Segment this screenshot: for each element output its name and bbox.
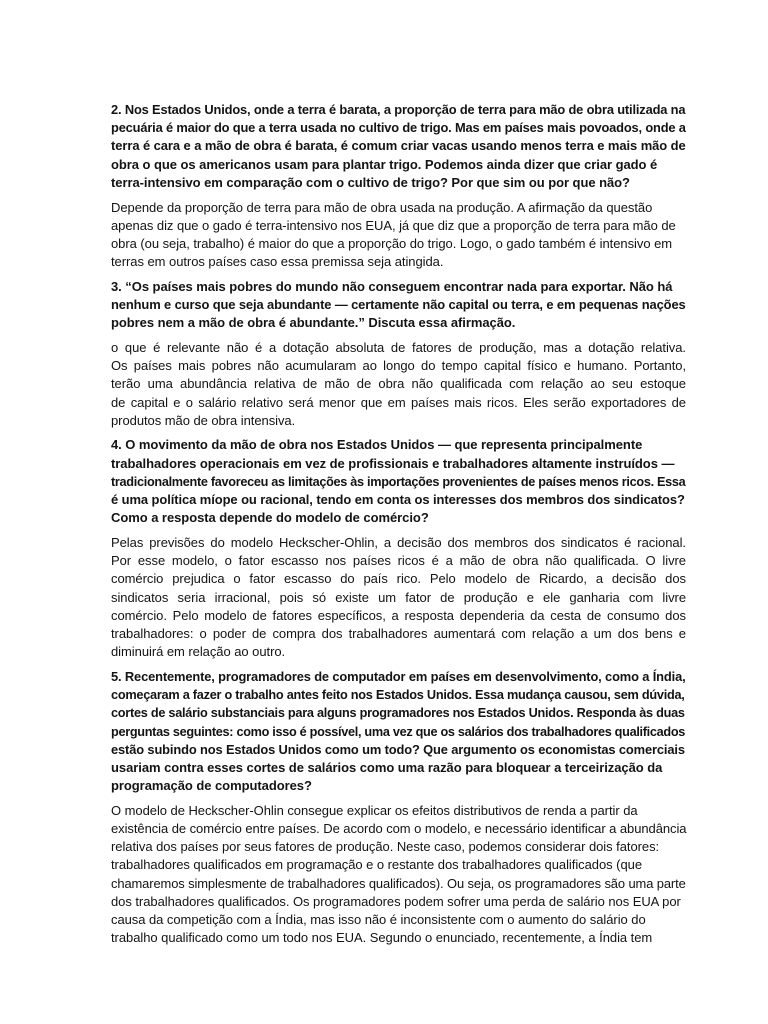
- text-line: 3. “Os países mais pobres do mundo não conseguem encontrar nada para exportar. Não há: [111, 278, 673, 294]
- text-line: trabalho qualificado como um todo nos EUA. Segundo o enunciado, recentemente, a Índia tem: [111, 930, 653, 946]
- text-line: diminuirá em relação ao outro.: [111, 644, 286, 660]
- text-line: terra é cara e a mão de obra é barata, é comum criar vacas usando menos terra e mais mão de: [111, 138, 686, 154]
- answer-4: [111, 534, 686, 661]
- question-2: [111, 101, 686, 192]
- text-line: chamaremos simplesmente de trabalhadores qualificados). Ou seja, os programadores são uma parte: [111, 875, 686, 891]
- answer-3: [111, 339, 686, 430]
- text-line: apenas diz que o gado é terra-intensivo nos EUA, já que diz que a proporção de terra para mão de: [111, 217, 676, 233]
- text-line: o que é relevante não é a dotação absoluta de fatores de produção, mas a dotação relativa.: [111, 339, 686, 355]
- text-line: tradicionalmente favoreceu as limitações às importações provenientes de países menos ricos. Essa: [111, 474, 686, 489]
- text-line: é uma política míope ou racional, tendo em conta os interesses dos membros dos sindicatos?: [111, 492, 685, 508]
- text-line: começaram a fazer o trabalho antes feito nos Estados Unidos. Essa mudança causou, sem dúvida,: [111, 687, 685, 703]
- text-line: Depende da proporção de terra para mão de obra usada na produção. A afirmação da questão: [111, 199, 653, 215]
- text-line: Os países mais pobres não acumularam ao longo do tempo capital físico e humano. Portanto,: [111, 358, 686, 374]
- text-line: pecuária é maior do que a terra usada no cultivo de trigo. Mas em países mais povoados, onde a: [111, 120, 686, 136]
- text-line: obra o que os americanos usam para plantar trigo. Podemos ainda dizer que criar gado é: [111, 156, 658, 172]
- text-line: terras em outros países caso essa premissa seja atingida.: [111, 254, 444, 270]
- text-line: 5. Recentemente, programadores de computador em países em desenvolvimento, como a Índia,: [111, 668, 686, 684]
- text-line: sindicatos seria irracional, pois só existe um fator de produção e ele ganharia com livre: [111, 589, 686, 605]
- text-line: dos trabalhadores qualificados. Os programadores podem sofrer uma perda de salário nos EUA por: [111, 893, 681, 909]
- question-4: [111, 436, 686, 527]
- text-line: produtos mão de obra intensiva.: [111, 412, 296, 428]
- text-line: obra (ou seja, trabalho) é maior do que a proporção do trigo. Logo, o gado também é intensivo em: [111, 235, 673, 251]
- text-line: relativa dos países por seus fatores de produção. Neste caso, podemos considerar dois fatores:: [111, 839, 660, 855]
- text-line: pobres nem a mão de obra é abundante.” Discuta essa afirmação.: [111, 315, 516, 331]
- text-line: de capital e o salário relativo será menor que em países mais ricos. Eles serão exportadores de: [111, 394, 686, 410]
- text-line: estão subindo nos Estados Unidos como um todo? Que argumento os economistas comerciais: [111, 741, 685, 757]
- text-line: nenhum e curso que seja abundante — certamente não capital ou terra, e em pequenas nações: [111, 297, 686, 313]
- text-line: perguntas seguintes: como isso é possível, uma vez que os salários dos trabalhadores qualificados: [111, 724, 686, 739]
- text-line: Pelas previsões do modelo Heckscher-Ohlin, a decisão dos membros dos sindicatos é racional.: [111, 534, 686, 550]
- text-line: Por esse modelo, o fator escasso nos países ricos é a mão de obra não qualificada. O livre: [111, 553, 686, 569]
- text-line: terão uma abundância relativa de mão de obra não qualificada com relação ao seu estoque: [111, 376, 686, 392]
- answer-5: [111, 802, 686, 948]
- text-line: terra-intensivo em comparação com o cultivo de trigo? Por que sim ou por que não?: [111, 174, 630, 190]
- document-page: [111, 101, 686, 947]
- text-line: existência de comércio entre países. De acordo com o modelo, e necessário identificar a abundância: [111, 821, 687, 837]
- text-line: usariam contra esses cortes de salários como uma razão para bloquear a terceirização da: [111, 759, 663, 775]
- text-line: comércio. Pelo modelo de fatores específicos, a resposta dependeria da cesta de consumo dos: [111, 607, 686, 623]
- text-line: trabalhadores operacionais em vez de profissionais e trabalhadores altamente instruídos —: [111, 455, 675, 471]
- text-line: Como a resposta depende do modelo de comércio?: [111, 510, 429, 526]
- text-line: trabalhadores qualificados em programação e o restante dos trabalhadores qualificados (que: [111, 857, 642, 873]
- text-line: 4. O movimento da mão de obra nos Estados Unidos — que representa principalmente: [111, 437, 643, 453]
- text-line: trabalhadores: o poder de compra dos trabalhadores aumentará com relação a um dos bens e: [111, 625, 686, 641]
- text-line: programação de computadores?: [111, 778, 312, 794]
- text-line: O modelo de Heckscher-Ohlin consegue explicar os efeitos distributivos de renda a partir da: [111, 802, 638, 818]
- text-line: comércio prejudica o fator escasso do país rico. Pelo modelo de Ricardo, a decisão dos: [111, 571, 686, 587]
- answer-2: [111, 199, 686, 272]
- text-line: cortes de salário substanciais para alguns programadores nos Estados Unidos. Responda às duas: [111, 705, 685, 721]
- text-line: 2. Nos Estados Unidos, onde a terra é barata, a proporção de terra para mão de obra utilizada na: [111, 102, 686, 117]
- question-5: [111, 668, 686, 795]
- text-line: causa da competição com a Índia, mas isso não é inconsistente com o aumento do salário do: [111, 912, 646, 928]
- question-3: [111, 278, 686, 333]
